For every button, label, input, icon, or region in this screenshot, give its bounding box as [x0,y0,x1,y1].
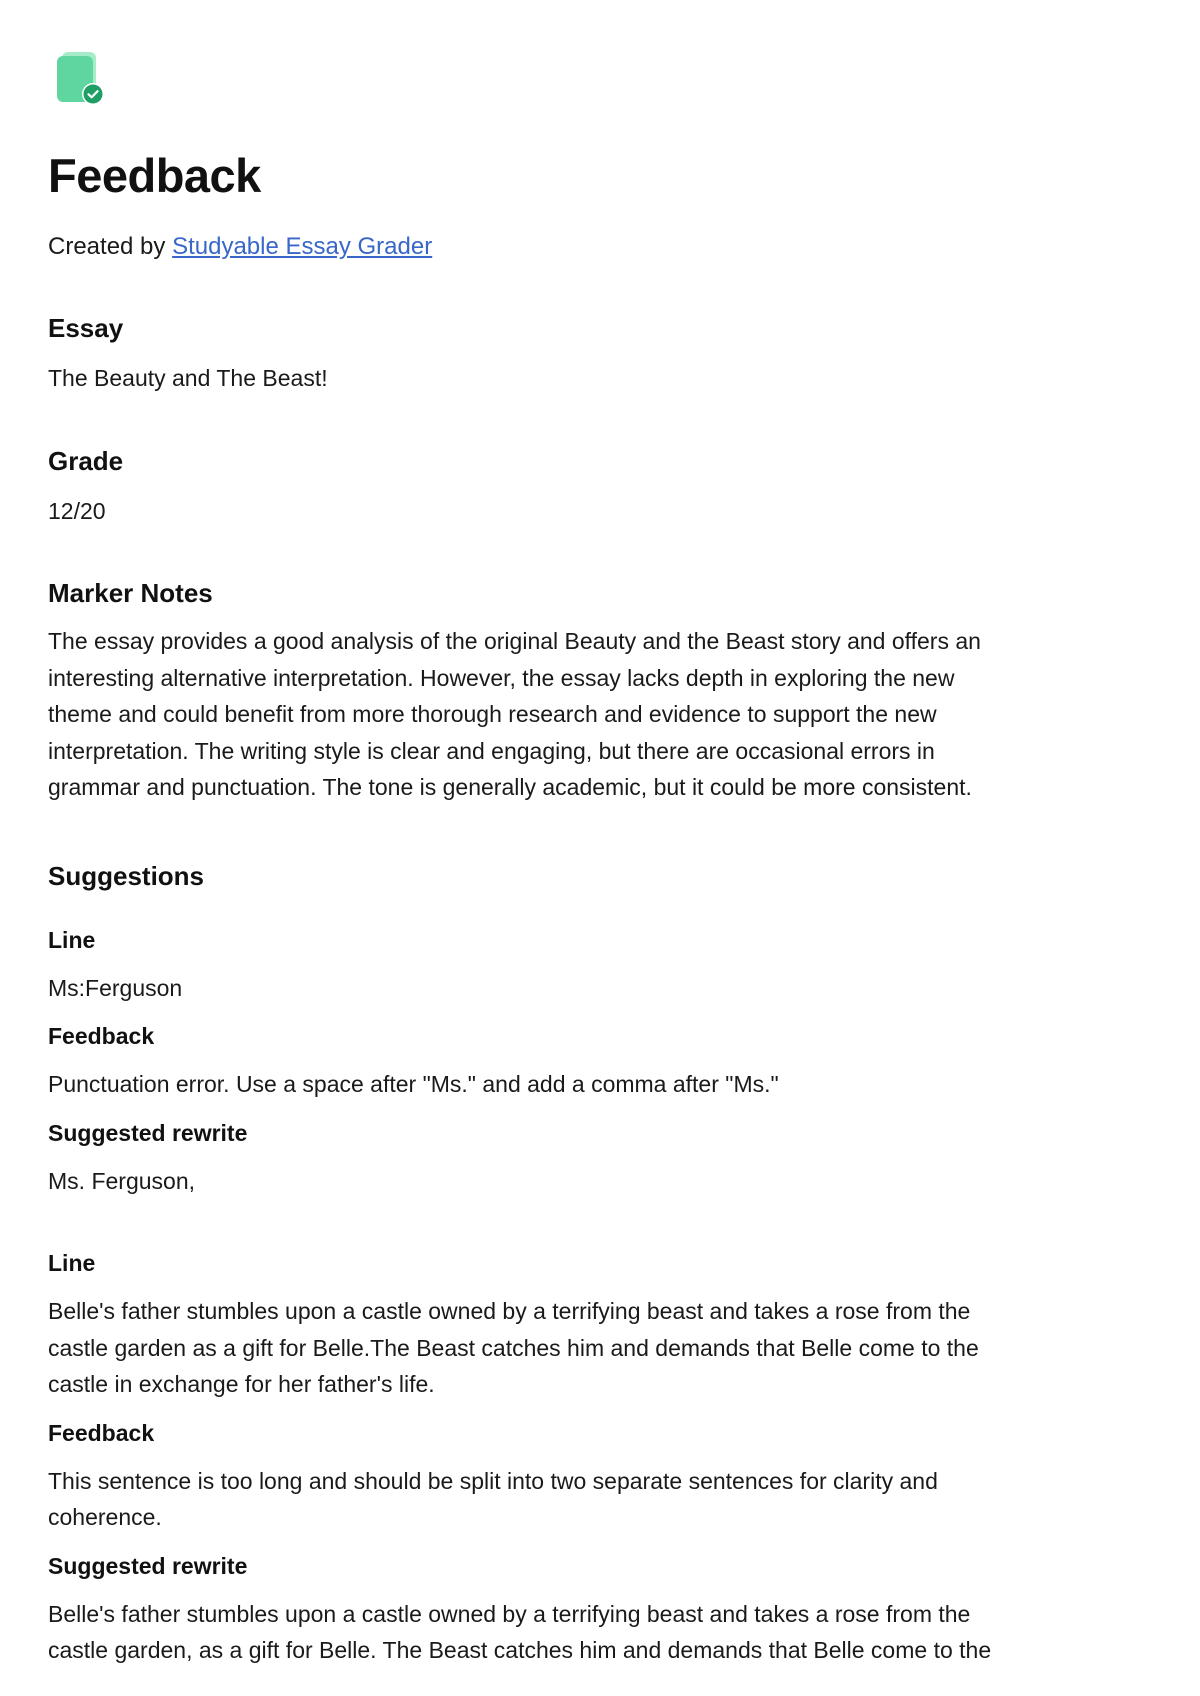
rewrite-label: Suggested rewrite [48,1119,248,1146]
suggestion-item [48,924,1128,1200]
feedback-text-line: coherence. [48,1504,162,1530]
feedback-label: Feedback [48,1023,155,1049]
created-by [48,230,1128,264]
document-check-icon [56,52,106,108]
line-label: Line [48,926,96,953]
grade-heading: Grade [48,445,124,476]
rewrite-text-line: Belle's father stumbles upon a castle owned by a terrifying beast and takes a rose from the [48,1600,971,1627]
essay-title: The Beauty and The Beast! [48,365,328,391]
marker-notes-heading: Marker Notes [48,578,213,608]
original-line: Ms:Ferguson [48,974,183,1001]
grade-value: 12/20 [48,497,106,524]
line-label: Line [48,1250,96,1276]
studyable-link[interactable]: Studyable Essay Grader [172,233,433,260]
original-line-text: Belle's father stumbles upon a castle owned by a terrifying beast and takes a rose from the [48,1298,971,1324]
page-title: Feedback [48,149,261,202]
original-line-text: castle garden as a gift for Belle.The Beast catches him and demands that Belle come to the [48,1334,979,1361]
marker-notes-line: interesting alternative interpretation. However, the essay lacks depth in exploring the new [48,664,955,691]
suggestions-heading: Suggestions [48,860,205,891]
rewrite-label: Suggested rewrite [48,1552,248,1579]
original-line [48,1293,1128,1403]
marker-notes-line: grammar and punctuation. The tone is generally academic, but it could be more consistent. [48,774,972,800]
feedback-text: Punctuation error. Use a space after "Ms." and add a comma after "Ms." [48,1071,779,1097]
original-line-text: castle in exchange for her father's life. [48,1371,435,1397]
essay-heading: Essay [48,313,124,343]
feedback-text-line: This sentence is too long and should be split into two separate sentences for clarity and [48,1467,938,1494]
rewrite-text-line: castle garden, as a gift for Belle. The Beast catches him and demands that Belle come to the [48,1637,992,1663]
suggestion-item [48,1247,1128,1669]
marker-notes-line: The essay provides a good analysis of the original Beauty and the Beast story and offers an [48,628,981,654]
marker-notes-body [48,623,1128,806]
document-content [48,146,1128,1669]
created-by-prefix: Created by [48,233,166,260]
feedback-text [48,1463,1128,1536]
marker-notes-line: theme and could benefit from more thorough research and evidence to support the new [48,701,937,727]
rewrite-text [48,1596,1128,1669]
rewrite-text: Ms. Ferguson, [48,1167,195,1194]
feedback-label: Feedback [48,1419,155,1446]
marker-notes-line: interpretation. The writing style is clear and engaging, but there are occasional errors in [48,737,935,764]
